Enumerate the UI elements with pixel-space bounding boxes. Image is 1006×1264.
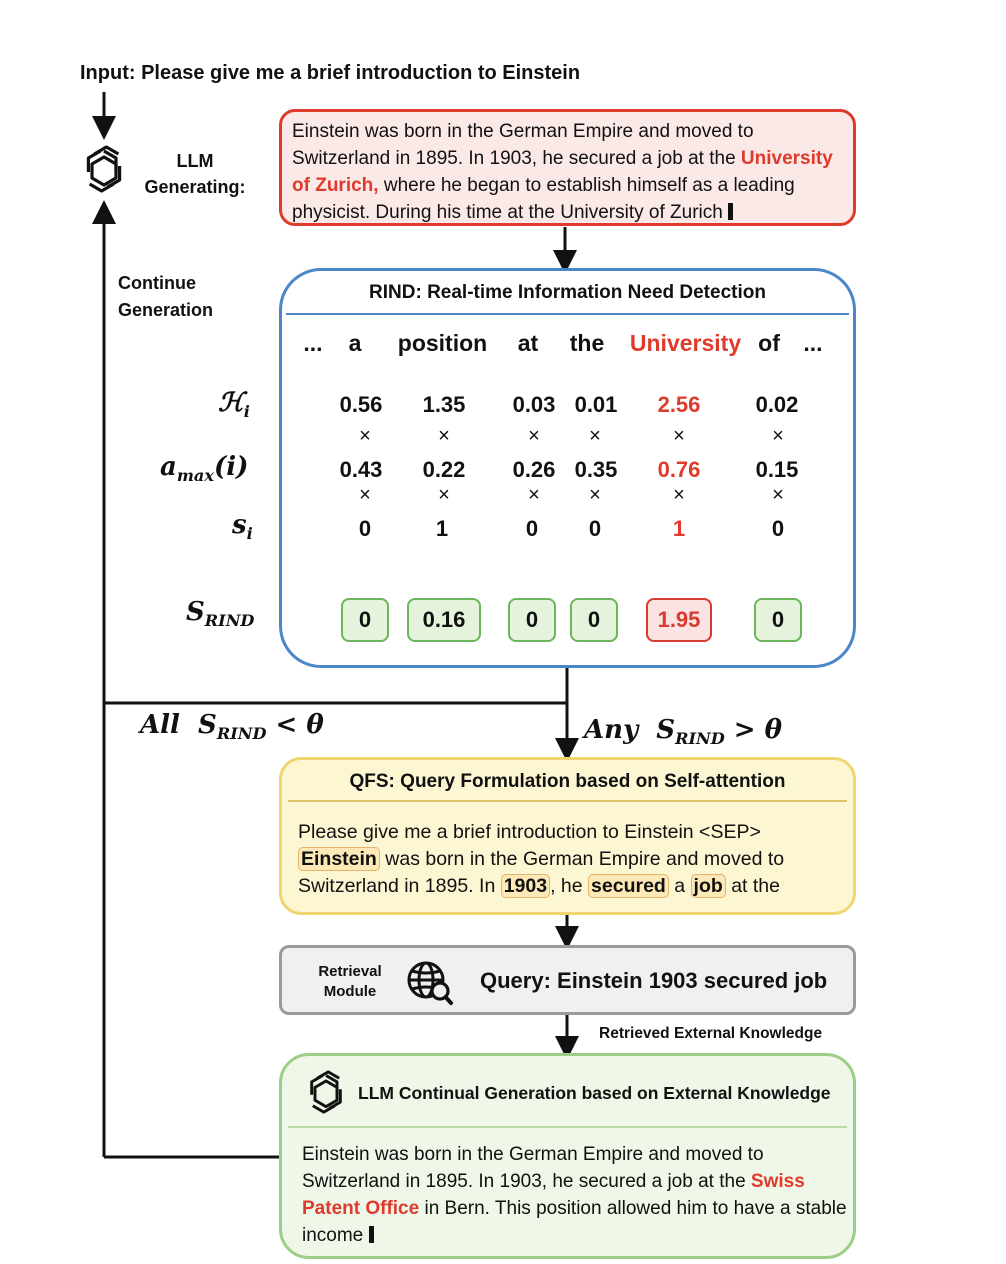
input-text: Please give me a brief introduction to Einstein: [141, 62, 581, 84]
attention-value: 0.26: [512, 457, 556, 482]
entropy-value: 2.56: [657, 392, 701, 417]
label-stopword: $s_i$: [232, 510, 253, 544]
generated-text-part1: Einstein was born in the German Empire and moved to Switzerland in 1895. In 1903, he secured a job at the: [292, 121, 754, 169]
times-sign: ×: [528, 425, 540, 447]
stopword-value: 0: [588, 516, 602, 541]
globe-search-icon: [405, 958, 455, 1006]
continual-text: Einstein was born in the German Empire and moved to Switzerland in 1895. In 1903, he secured a job at the Swiss Patent Office in Bern. This position allowed him to have a stable income: [302, 1144, 847, 1246]
times-sign: ×: [438, 484, 450, 506]
openai-icon: [304, 1070, 348, 1114]
attention-value: 0.43: [339, 457, 383, 482]
score-chip: 0: [754, 598, 802, 642]
entropy-value: 0.01: [574, 392, 618, 417]
token-at: at: [517, 330, 539, 356]
qfs-title: QFS: Query Formulation based on Self-attention: [349, 771, 786, 792]
openai-icon: [80, 145, 128, 193]
continual-highlight: Swiss Patent Office: [302, 1171, 805, 1219]
qfs-divider: [288, 800, 847, 802]
rind-title: RIND: Real-time Information Need Detection: [369, 282, 766, 303]
attention-value: 0.22: [422, 457, 466, 482]
times-sign: ×: [359, 425, 371, 447]
stopword-value: 0: [358, 516, 372, 541]
rind-divider: [286, 313, 849, 315]
times-sign: ×: [673, 425, 685, 447]
continue-generation-label: [118, 270, 213, 324]
times-sign: ×: [589, 425, 601, 447]
retrieval-box: [279, 945, 856, 1015]
token-position: position: [397, 330, 488, 356]
entropy-value: 0.03: [512, 392, 556, 417]
label-entropy: ℋ$_i$: [218, 388, 250, 422]
entropy-value: 0.56: [339, 392, 383, 417]
llm-generating-label: [140, 148, 250, 200]
times-sign: ×: [359, 484, 371, 506]
qfs-body: [298, 819, 784, 900]
qfs-line3: Switzerland in 1895. In 1903 , he secured a job at the: [298, 875, 780, 897]
continue-line1: Continue: [118, 273, 196, 293]
token-ellipsis-left: ...: [303, 330, 323, 356]
times-sign: ×: [528, 484, 540, 506]
generated-text-part2: where he began to establish himself as a leading physicist. During his time at the University of Zurich: [292, 175, 795, 223]
stopword-value: 1: [672, 516, 686, 541]
retrieval-module-label: Retrieval Module: [318, 963, 382, 1000]
times-sign: ×: [589, 484, 601, 506]
qfs-token-einstein: Einstein: [298, 847, 380, 871]
retrieval-query: Query: Einstein 1903 secured job: [480, 968, 828, 993]
llm-generating-line1: LLM: [176, 151, 214, 171]
llm-generating-line2: Generating:: [144, 177, 246, 197]
times-sign: ×: [438, 425, 450, 447]
branch-all-label: All $S_{RIND} < \theta$: [140, 710, 324, 744]
score-chip: 0.16: [407, 598, 481, 642]
stopword-value: 1: [435, 516, 449, 541]
score-chip: 0: [508, 598, 556, 642]
token-university: University: [629, 330, 742, 356]
attention-value: 0.76: [657, 457, 701, 482]
label-attention: $a_{max}(i)$: [160, 452, 249, 486]
qfs-token-1903: 1903: [501, 874, 550, 898]
text-cursor: [728, 203, 733, 220]
times-sign: ×: [772, 484, 784, 506]
entropy-value: 0.02: [755, 392, 799, 417]
input-label: Input:: [80, 62, 136, 84]
text-cursor: [369, 1226, 374, 1243]
continual-title: LLM Continual Generation based on External Knowledge: [358, 1083, 831, 1103]
qfs-line1: Please give me a brief introduction to Einstein <SEP>: [298, 821, 761, 843]
qfs-box: [279, 757, 856, 915]
generated-text-box: [279, 109, 856, 226]
times-sign: ×: [772, 425, 784, 447]
attention-value: 0.35: [574, 457, 618, 482]
entropy-value: 1.35: [422, 392, 466, 417]
times-sign: ×: [673, 484, 685, 506]
continual-divider: [288, 1126, 847, 1128]
token-the: the: [569, 330, 605, 356]
stopword-value: 0: [771, 516, 785, 541]
score-chip: 0: [570, 598, 618, 642]
qfs-line2: Einstein was born in the German Empire and moved to: [298, 846, 784, 873]
stopword-value: 0: [525, 516, 539, 541]
token-ellipsis-right: ...: [803, 330, 823, 356]
token-of: of: [758, 330, 780, 356]
qfs-token-job: job: [691, 874, 726, 898]
retrieved-knowledge-label: Retrieved External Knowledge: [599, 1025, 823, 1042]
branch-any-label: Any $S_{RIND} > \theta$: [584, 715, 782, 749]
qfs-token-secured: secured: [588, 874, 669, 898]
score-chip-high: 1.95: [646, 598, 712, 642]
score-chip: 0: [341, 598, 389, 642]
continual-box: [279, 1053, 856, 1259]
label-srind: $S_{RIND}$: [186, 597, 255, 631]
generated-text-highlight: University of Zurich,: [292, 148, 833, 196]
token-a: a: [348, 330, 362, 356]
continue-line2: Generation: [118, 300, 214, 320]
attention-value: 0.15: [755, 457, 799, 482]
